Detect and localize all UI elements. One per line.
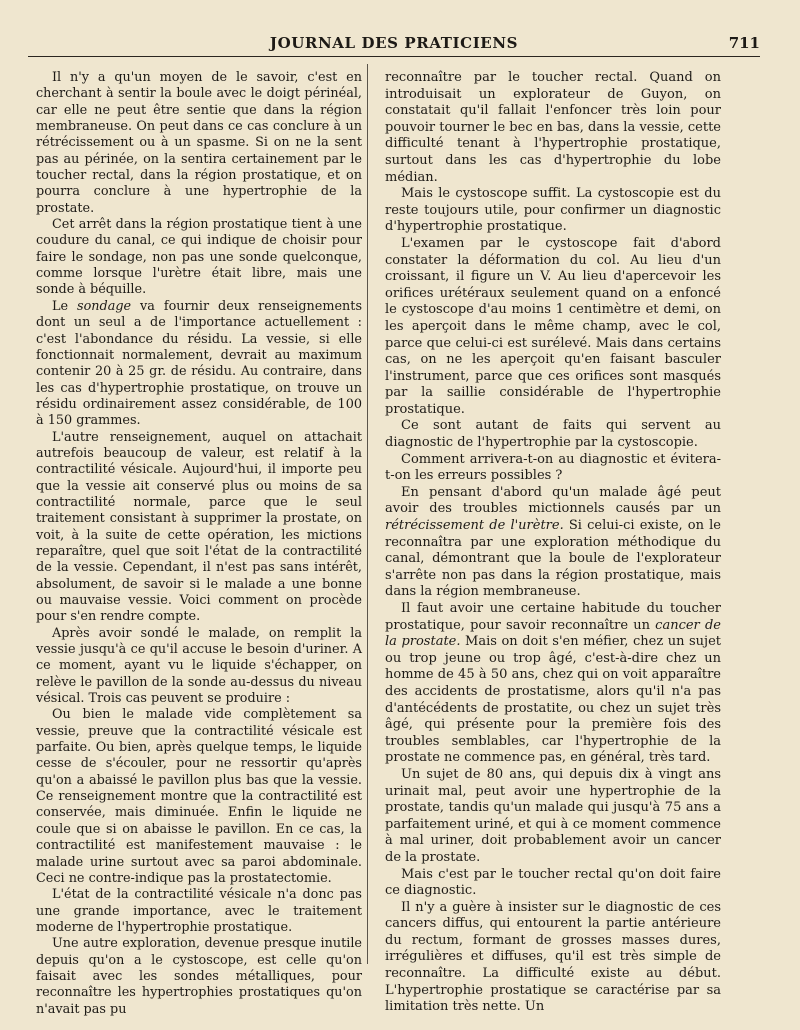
paragraph: Il n'y a qu'un moyen de le savoir, c'est en cherchant à sentir la boule avec le doigt périnéal, car elle ne peut être sentie que dans la région membraneuse. On peut dans ce cas conclure à un rétrécissement ou à un spasme. Si on ne la sent pas au périnée, on la sentira certainement par le toucher rectal, dans la région prostatique, et on pourra conclure à une hypertrophie de la prostate. [36, 70, 362, 216]
left-column [36, 70, 362, 1018]
text-run: Si celui-ci existe, on le reconnaîtra par une exploration méthodique du canal, démontrant que la boule de l'explorateur s'arrête non pas dans la région prostatique, mais dans la région membraneuse. [385, 518, 721, 600]
paragraph: reconnaître par le toucher rectal. Quand on introduisait un explorateur de Guyon, on constatait qu'il fallait l'enfoncer très loin pour pouvoir tourner le bec en bas, dans la vessie, cette difficulté tenant à l'hypertrophie prostatique, surtout dans les cas d'hypertrophie du lobe médian. [385, 70, 721, 185]
right-column [385, 70, 721, 1016]
paragraph: Mais le cystoscope suffit. La cystoscopie est du reste toujours utile, pour confirmer un diagnostic d'hypertrophie prostatique. [385, 186, 721, 235]
text-run: En pensant d'abord qu'un malade âgé peut avoir des troubles mictionnels causés par un [385, 484, 721, 517]
text-run: Il faut avoir une certaine habitude du toucher prostatique, pour savoir reconnaître un [385, 601, 721, 633]
paragraph: L'autre renseignement, auquel on attachait autrefois beaucoup de valeur, est relatif à la contractilité vésicale. Aujourd'hui, il importe peu que la vessie ait conservé plus ou moins de sa contractilité normale, parce que le seul traitement consistant à supprimer la prostate, on voit, à la suite de cette opération, les mictions reparaître, quel que soit l'état de la contractilité de la vessie. Cependant, il n'est pas sans intérêt, absolument, de savoir si le malade a une bonne ou mauvaise vessie. Voici comment on procède pour s'en rendre compte. [36, 429, 362, 625]
italic-term: cancer de la prostate. [385, 617, 721, 650]
running-header [28, 30, 760, 57]
italic-term: sondage [77, 298, 132, 314]
text-run: va fournir deux renseignements dont un seul a de l'importance actuellement : c'est l'abondance du résidu. La vessie, si elle fonctionnait normalement, devrait au maximum contenir 20 à 25 gr. de résidu. Au contraire, dans les cas d'hypertrophie prostatique, on trouve un résidu ordinairement assez considérable, de 100 à 150 grammes. [36, 298, 363, 429]
paragraph: Ce sont autant de faits qui servent au diagnostic de l'hypertrophie par la cystoscopie. [385, 418, 721, 451]
text-run: Mais on doit s'en méfier, chez un sujet ou trop jeune ou trop âgé, c'est-à-dire chez un homme de 45 à 50 ans, chez qui on voit apparaître des accidents de prostatisme, alors qu'il n'a pas d'antécédents de prostatite, ou chez un sujet très âgé, qui présente pour la première fois des troubles semblables, car l'hypertrophie de la prostate ne commence pas, en général, très tard. [385, 634, 721, 766]
text-run: Le [52, 298, 78, 314]
italic-term: rétrécissement de l'urètre. [385, 518, 564, 534]
paragraph [385, 601, 721, 767]
page-number: 711 [728, 34, 760, 52]
paragraph: Cet arrêt dans la région prostatique tient à une coudure du canal, ce qui indique de choisir pour faire le sondage, non pas une sonde quelconque, comme lorsque l'urètre était libre, mais une sonde à béquille. [36, 217, 362, 298]
paragraph: Ou bien le malade vide complètement sa vessie, preuve que la contractilité vésicale est parfaite. Ou bien, après quelque temps, le liquide cesse de s'écouler, pour ne ressortir qu'après qu'on a abaissé le pavillon plus bas que la vessie. Ce renseignement montre que la contractilité est conservée, mais diminuée. Enfin le liquide ne coule que si on abaisse le pavillon. En ce cas, la contractilité est manifestement mauvaise : le malade urine surtout avec sa paroi abdominale. Ceci ne contre-indique pas la prostatectomie. [36, 707, 362, 886]
paragraph: L'examen par le cystoscope fait d'abord constater la déformation du col. Au lieu d'un croissant, il figure un V. Au lieu d'apercevoir les orifices urétéraux seulement quand on a enfoncé le cystoscope d'au moins 1 centimètre et demi, on les aperçoit dans le même champ, avec le col, parce que celui-ci est surélevé. Mais dans certains cas, on ne les aperçoit qu'en faisant basculer l'instrument, parce que ces orifices sont masqués par la saillie considérable de l'hypertrophie prostatique. [385, 235, 721, 417]
paragraph: Mais c'est par le toucher rectal qu'on doit faire ce diagnostic. [385, 866, 721, 899]
paragraph: Comment arrivera-t-on au diagnostic et évitera-t-on les erreurs possibles ? [385, 451, 721, 484]
paragraph: Un sujet de 80 ans, qui depuis dix à vingt ans urinait mal, peut avoir une hypertrophie de la prostate, tandis qu'un malade qui jusqu'à 75 ans a parfaitement uriné, et qui à ce moment commence à mal uriner, doit probablement avoir un cancer de la prostate. [385, 766, 721, 865]
paragraph: Après avoir sondé le malade, on remplit la vessie jusqu'à ce qu'il accuse le besoin d'uriner. A ce moment, ayant vu le liquide s'échapper, on relève le pavillon de la sonde au-dessus du niveau vésical. Trois cas peuvent se produire : [36, 625, 362, 707]
journal-title: JOURNAL DES PRATICIENS [269, 34, 519, 52]
paragraph: Une autre exploration, devenue presque inutile depuis qu'on a le cystoscope, est celle qu'on faisait avec les sondes métalliques, pour reconnaître les hypertrophies prostatiques qu'on n'avait pas pu [36, 936, 362, 1017]
paragraph: L'état de la contractilité vésicale n'a donc pas une grande importance, avec le traitement moderne de l'hypertrophie prostatique. [36, 887, 362, 935]
paragraph [385, 485, 721, 601]
paragraph [36, 299, 362, 430]
paragraph: Il n'y a guère à insister sur le diagnostic de ces cancers diffus, qui entourent la partie antérieure du rectum, formant de grosses masses dures, irrégulières et diffuses, qu'il est très simple de reconnaître. La difficulté existe au début. L'hypertrophie prostatique se caractérise par sa limitation très nette. Un [385, 899, 721, 1015]
column-divider [367, 64, 368, 964]
